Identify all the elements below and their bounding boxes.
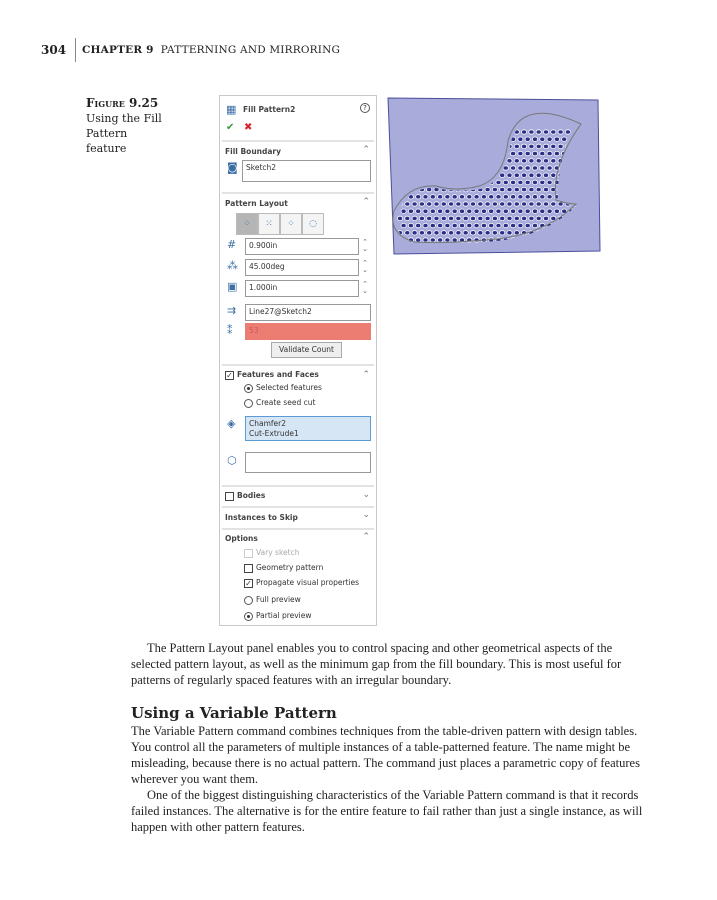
- hole: [522, 187, 527, 191]
- hole: [445, 195, 450, 199]
- hole: [547, 209, 552, 213]
- hole: [511, 195, 516, 199]
- hole: [543, 159, 548, 163]
- hole: [427, 216, 432, 220]
- margin-icon: ▣: [227, 280, 238, 293]
- hole: [522, 144, 527, 148]
- panel-title: Fill Pattern2: [243, 105, 296, 114]
- hole: [416, 238, 421, 242]
- hole: [459, 195, 464, 199]
- hole: [470, 202, 475, 206]
- bodies-label: Bodies: [237, 491, 266, 500]
- spacing-spinner[interactable]: ⌃ ⌄: [362, 238, 368, 253]
- hole: [540, 195, 545, 199]
- propagate-visual-checkbox[interactable]: ✓ Propagate visual properties: [245, 578, 360, 588]
- hole: [474, 209, 479, 213]
- hole: [551, 202, 556, 206]
- hole: [456, 216, 461, 220]
- ok-button[interactable]: ✔: [226, 122, 235, 133]
- hole: [419, 231, 424, 235]
- hole: [430, 238, 435, 242]
- hole: [525, 151, 530, 155]
- hole: [551, 130, 556, 134]
- hole: [532, 151, 537, 155]
- bodies-checkbox[interactable]: [225, 492, 234, 501]
- hole: [467, 195, 472, 199]
- hole: [485, 187, 490, 191]
- hole: [543, 202, 548, 206]
- hole: [507, 187, 512, 191]
- hole: [522, 202, 527, 206]
- faces-list[interactable]: [245, 452, 371, 473]
- chevron-up-icon[interactable]: ⌃: [362, 197, 370, 207]
- hole: [514, 187, 519, 191]
- pattern-layout-header[interactable]: Pattern Layout: [225, 199, 288, 208]
- hole: [496, 180, 501, 184]
- list-item[interactable]: Chamfer2: [249, 419, 287, 428]
- hole: [532, 180, 537, 184]
- hole: [459, 223, 464, 227]
- selected-features-radio[interactable]: [244, 383, 322, 393]
- hole: [518, 137, 523, 141]
- hole: [522, 130, 527, 134]
- hole: [518, 223, 523, 227]
- divider: [222, 528, 374, 530]
- divider: [222, 506, 374, 508]
- hole: [470, 231, 475, 235]
- hole: [518, 209, 523, 213]
- vary-sketch-checkbox: [244, 548, 299, 558]
- hole: [511, 151, 516, 155]
- body-text: [131, 640, 653, 835]
- cancel-button[interactable]: ✖: [244, 122, 253, 133]
- direction-field[interactable]: Line27@Sketch2: [245, 304, 371, 321]
- hole: [459, 209, 464, 213]
- header-divider: [75, 38, 76, 62]
- list-item[interactable]: Cut-Extrude1: [249, 429, 299, 438]
- hole: [532, 195, 537, 199]
- hole: [507, 173, 512, 177]
- hole: [416, 195, 421, 199]
- hole: [591, 252, 596, 256]
- hole: [478, 202, 483, 206]
- hole: [397, 216, 402, 220]
- full-preview-label: Full preview: [256, 595, 301, 604]
- spacing-icon: #: [227, 238, 237, 251]
- hole: [489, 223, 494, 227]
- chevron-down-icon[interactable]: ⌄: [362, 490, 370, 500]
- hole: [507, 231, 512, 235]
- validate-count-button[interactable]: Validate Count: [271, 342, 342, 358]
- figure-caption: [86, 96, 166, 156]
- paragraph: One of the biggest distinguishing characteristics of the Variable Pattern command is that it records failed instances. The alternative is for the entire feature to fail rather than just a single instance, as will happen with other pattern features.: [131, 788, 643, 834]
- hole: [474, 195, 479, 199]
- hole: [474, 238, 479, 242]
- hole: [401, 223, 406, 227]
- hole: [416, 223, 421, 227]
- features-list[interactable]: [245, 416, 371, 441]
- hole: [543, 173, 548, 177]
- hole: [408, 223, 413, 227]
- hole: [529, 202, 534, 206]
- hole: [514, 159, 519, 163]
- hole: [543, 130, 548, 134]
- hole: [532, 137, 537, 141]
- hole: [584, 252, 589, 256]
- hole: [456, 231, 461, 235]
- hole: [496, 195, 501, 199]
- angle-input[interactable]: 45.00deg: [245, 259, 359, 276]
- hole: [456, 202, 461, 206]
- hole: [514, 202, 519, 206]
- hole: [405, 231, 410, 235]
- hole: [529, 187, 534, 191]
- hole: [438, 195, 443, 199]
- hole: [405, 216, 410, 220]
- options-header[interactable]: Options: [225, 534, 258, 543]
- layout-polygon-button[interactable]: ◌: [302, 213, 324, 235]
- hole: [522, 159, 527, 163]
- hole: [500, 216, 505, 220]
- chapter-label: CHAPTER 9: [82, 44, 154, 56]
- hole: [536, 173, 541, 177]
- hole: [540, 166, 545, 170]
- hole: [419, 216, 424, 220]
- hole: [514, 144, 519, 148]
- hole: [514, 216, 519, 220]
- selected-features-label: Selected features: [256, 383, 322, 392]
- faces-icon: ⬡: [227, 454, 237, 467]
- hole: [503, 195, 508, 199]
- paragraph: The Variable Pattern command combines techniques from the table-driven pattern with design tables. You control all the parameters of multiple instances of a table-patterned feature. The name might be misleading, because there is no actual pattern. The command just places a parametric copy of features wherever you want them.: [131, 724, 640, 786]
- boundary-icon: ◙: [227, 161, 238, 174]
- hole: [412, 231, 417, 235]
- hole: [481, 223, 486, 227]
- hole: [511, 209, 516, 213]
- features-checkbox[interactable]: ✓: [226, 370, 233, 380]
- hole: [558, 144, 563, 148]
- hole: [449, 202, 454, 206]
- hole: [536, 187, 541, 191]
- hole: [438, 223, 443, 227]
- fill-pattern-preview: [386, 96, 602, 256]
- hole: [438, 238, 443, 242]
- hole: [532, 166, 537, 170]
- hole: [474, 223, 479, 227]
- hole: [551, 173, 556, 177]
- hole: [540, 209, 545, 213]
- hole: [522, 173, 527, 177]
- hole: [481, 195, 486, 199]
- hole: [463, 231, 468, 235]
- fill-boundary-field[interactable]: Sketch2: [242, 160, 371, 182]
- hole: [452, 223, 457, 227]
- hole: [525, 137, 530, 141]
- hole: [492, 187, 497, 191]
- hole: [525, 166, 530, 170]
- hole: [547, 180, 552, 184]
- fill-pattern-property-manager: [219, 95, 377, 626]
- hole: [536, 130, 541, 134]
- layout-perforation-button[interactable]: ⁘: [236, 213, 258, 235]
- hole: [500, 202, 505, 206]
- hole: [543, 144, 548, 148]
- hole: [470, 216, 475, 220]
- hole: [529, 144, 534, 148]
- hole: [511, 166, 516, 170]
- hole: [423, 223, 428, 227]
- hole: [532, 223, 537, 227]
- hole: [496, 223, 501, 227]
- hole: [412, 202, 417, 206]
- hole: [467, 209, 472, 213]
- hole: [522, 216, 527, 220]
- hole: [529, 173, 534, 177]
- hole: [434, 216, 439, 220]
- create-seed-cut-radio[interactable]: [244, 398, 315, 408]
- hole: [598, 252, 602, 256]
- hole: [489, 209, 494, 213]
- hole: [449, 231, 454, 235]
- hole: [540, 137, 545, 141]
- hole: [441, 216, 446, 220]
- hole: [532, 252, 537, 256]
- chevron-up-icon[interactable]: ⌃: [362, 145, 370, 155]
- margin-spinner[interactable]: ⌃ ⌄: [362, 280, 368, 295]
- hole: [485, 231, 490, 235]
- help-icon[interactable]: ?: [360, 103, 370, 113]
- hole: [525, 180, 530, 184]
- hole: [463, 216, 468, 220]
- hole: [547, 151, 552, 155]
- hole: [518, 180, 523, 184]
- running-header: [82, 44, 340, 56]
- hole: [525, 223, 530, 227]
- hole: [430, 223, 435, 227]
- hole: [551, 159, 556, 163]
- hole: [416, 209, 421, 213]
- hole: [562, 252, 567, 256]
- hole: [536, 144, 541, 148]
- hole: [430, 209, 435, 213]
- fill-pattern-icon: ▦: [226, 103, 237, 116]
- instance-count-icon: ⁑: [227, 324, 233, 337]
- figure-label: Figure 9.25: [86, 96, 159, 110]
- hole: [419, 202, 424, 206]
- hole: [514, 231, 519, 235]
- features-icon: ◈: [227, 417, 236, 430]
- hole: [532, 209, 537, 213]
- hole: [427, 202, 432, 206]
- hole: [434, 202, 439, 206]
- hole: [525, 252, 530, 256]
- hole: [511, 223, 516, 227]
- bodies-header[interactable]: [225, 491, 265, 501]
- hole: [503, 209, 508, 213]
- hole: [554, 209, 559, 213]
- hole: [529, 159, 534, 163]
- hole: [507, 216, 512, 220]
- hole: [438, 209, 443, 213]
- propagate-visual-label: Propagate visual properties: [256, 578, 360, 587]
- hole: [554, 137, 559, 141]
- hole: [434, 231, 439, 235]
- hole: [551, 144, 556, 148]
- hole: [445, 238, 450, 242]
- hole: [547, 166, 552, 170]
- hole: [405, 202, 410, 206]
- hole: [576, 252, 581, 256]
- direction-icon: ⇉: [227, 304, 237, 317]
- hole: [525, 195, 530, 199]
- hole: [536, 202, 541, 206]
- hole: [500, 231, 505, 235]
- hole: [529, 130, 534, 134]
- hole: [503, 223, 508, 227]
- hole: [558, 130, 563, 134]
- hole: [485, 202, 490, 206]
- hole: [492, 216, 497, 220]
- layout-square-button[interactable]: ⁘: [280, 213, 302, 235]
- hole: [485, 216, 490, 220]
- hole: [492, 202, 497, 206]
- hole: [518, 195, 523, 199]
- hole: [496, 209, 501, 213]
- hole: [543, 187, 548, 191]
- hole: [452, 195, 457, 199]
- hole: [445, 209, 450, 213]
- partial-preview-radio[interactable]: [244, 611, 312, 621]
- hole: [445, 223, 450, 227]
- section-heading: Using a Variable Pattern: [131, 704, 337, 722]
- hole: [525, 209, 530, 213]
- hole: [547, 137, 552, 141]
- hole: [536, 216, 541, 220]
- full-preview-radio[interactable]: [244, 595, 301, 605]
- chevron-up-icon[interactable]: ⌃: [362, 532, 370, 542]
- hole: [412, 216, 417, 220]
- hole: [427, 231, 432, 235]
- chapter-title: PATTERNING AND MIRRORING: [160, 44, 341, 56]
- layout-circular-button[interactable]: ⁙: [258, 213, 280, 235]
- create-seed-cut-label: Create seed cut: [256, 398, 316, 407]
- paragraph: The Pattern Layout panel enables you to control spacing and other geometrical aspects of the selected pattern layout, as well as the minimum gap from the fill boundary. This is most useful for patterns of regularly spaced features with an irregular boundary.: [131, 641, 622, 687]
- features-faces-header[interactable]: [225, 370, 319, 380]
- chevron-down-icon[interactable]: ⌄: [362, 510, 370, 520]
- hole: [503, 180, 508, 184]
- geometry-pattern-label: Geometry pattern: [256, 563, 324, 572]
- hole: [540, 151, 545, 155]
- hole: [500, 187, 505, 191]
- instance-count-field: 53: [245, 323, 371, 340]
- hole: [536, 159, 541, 163]
- divider: [222, 485, 374, 487]
- hole: [540, 252, 545, 256]
- hole: [423, 195, 428, 199]
- hole: [441, 231, 446, 235]
- chevron-up-icon[interactable]: ⌃: [362, 370, 370, 380]
- hole: [569, 252, 574, 256]
- spacing-input[interactable]: 0.900in: [245, 238, 359, 255]
- hole: [489, 195, 494, 199]
- hole: [547, 252, 552, 256]
- divider: [222, 192, 374, 194]
- hole: [507, 159, 512, 163]
- hole: [565, 130, 570, 134]
- hole: [481, 209, 486, 213]
- hole: [518, 252, 523, 256]
- hole: [423, 238, 428, 242]
- figure-text: Using the Fill Pattern feature: [86, 112, 162, 155]
- hole: [467, 223, 472, 227]
- hole: [511, 180, 516, 184]
- hole: [401, 209, 406, 213]
- hole: [540, 180, 545, 184]
- hole: [514, 173, 519, 177]
- hole: [529, 216, 534, 220]
- angle-spinner[interactable]: ⌃ ⌄: [362, 259, 368, 274]
- divider: [222, 364, 374, 366]
- geometry-pattern-checkbox[interactable]: [244, 563, 323, 573]
- hole: [452, 209, 457, 213]
- partial-preview-label: Partial preview: [256, 611, 312, 620]
- divider: [222, 140, 374, 142]
- angle-icon: ⁂: [227, 259, 238, 272]
- hole: [554, 151, 559, 155]
- page-number: 304: [41, 43, 67, 57]
- margin-input[interactable]: 1.000in: [245, 280, 359, 297]
- hole: [478, 216, 483, 220]
- hole: [449, 216, 454, 220]
- hole: [492, 231, 497, 235]
- hole: [507, 202, 512, 206]
- hole: [463, 202, 468, 206]
- hole: [543, 216, 548, 220]
- hole: [547, 195, 552, 199]
- vary-sketch-label: Vary sketch: [256, 548, 300, 557]
- hole: [554, 252, 559, 256]
- hole: [518, 151, 523, 155]
- hole: [562, 137, 567, 141]
- instances-to-skip-header[interactable]: Instances to Skip: [225, 513, 298, 522]
- hole: [408, 209, 413, 213]
- hole: [441, 202, 446, 206]
- hole: [478, 231, 483, 235]
- hole: [423, 209, 428, 213]
- hole: [518, 166, 523, 170]
- hole: [430, 195, 435, 199]
- features-faces-label: Features and Faces: [237, 370, 319, 379]
- fill-boundary-header[interactable]: Fill Boundary: [225, 147, 282, 156]
